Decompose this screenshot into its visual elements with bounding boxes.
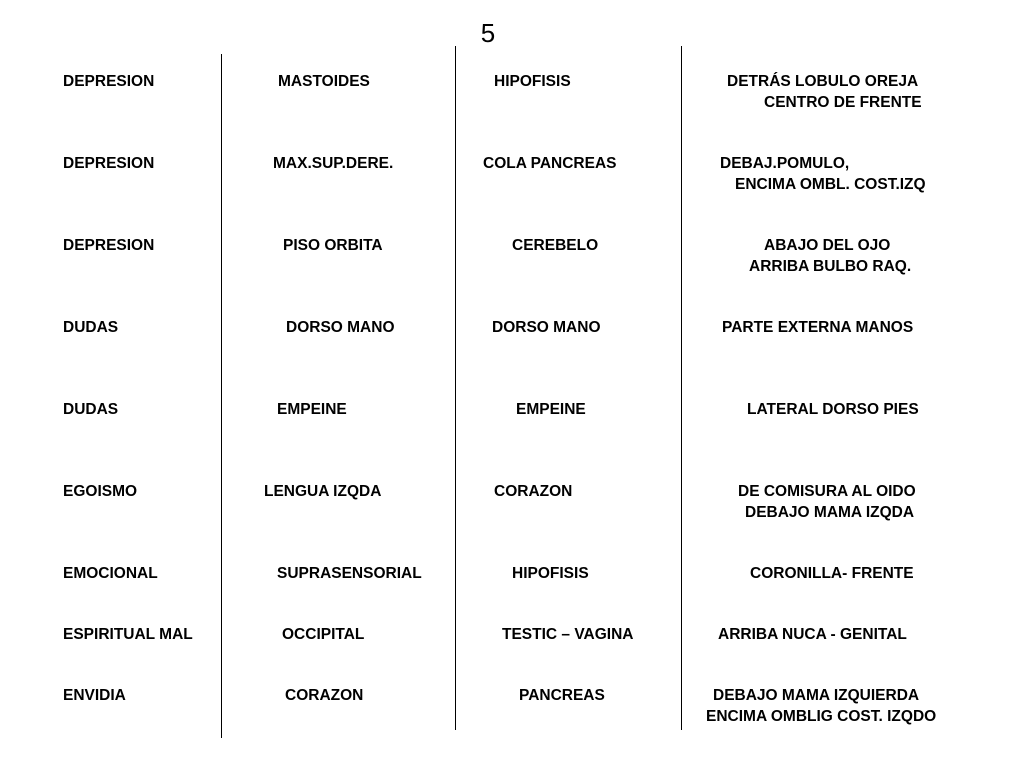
emotion-cell: ENVIDIA — [63, 687, 126, 704]
location-line: ABAJO DEL OJO — [764, 237, 891, 254]
location-line: ENCIMA OMBLIG COST. IZQDO — [706, 708, 937, 725]
emotion-cell: EGOISMO — [63, 483, 138, 500]
location-line: DEBAJ.POMULO, — [720, 155, 850, 172]
location-line: ARRIBA BULBO RAQ. — [749, 258, 912, 275]
emotion-cell: DUDAS — [63, 319, 119, 336]
location-cell — [682, 624, 982, 645]
emotion-cell: DEPRESION — [63, 237, 155, 254]
organ-cell: COLA PANCREAS — [483, 155, 617, 172]
organ-cell: CEREBELO — [512, 237, 599, 254]
organ-cell: TESTIC – VAGINA — [502, 626, 634, 643]
point-cell: MAX.SUP.DERE. — [273, 155, 394, 172]
location-cell — [682, 481, 982, 523]
organ-cell: HIPOFISIS — [494, 73, 571, 90]
location-cell — [682, 235, 982, 277]
location-cell — [682, 317, 982, 338]
location-line: DEBAJO MAMA IZQDA — [745, 504, 915, 521]
emotion-cell: DEPRESION — [63, 155, 155, 172]
organ-cell: PANCREAS — [519, 687, 605, 704]
point-cell: SUPRASENSORIAL — [277, 565, 422, 582]
column-divider-2 — [455, 46, 456, 730]
location-cell — [682, 399, 982, 420]
organ-cell: CORAZON — [494, 483, 573, 500]
location-line: CENTRO DE FRENTE — [764, 94, 922, 111]
location-cell — [682, 153, 982, 195]
location-line: ENCIMA OMBL. COST.IZQ — [735, 176, 926, 193]
point-cell: OCCIPITAL — [282, 626, 365, 643]
emotion-cell: DEPRESION — [63, 73, 155, 90]
emotion-cell: ESPIRITUAL MAL — [63, 626, 193, 643]
page-number: 5 — [480, 18, 496, 48]
location-cell — [682, 685, 982, 727]
location-line: DEBAJO MAMA IZQUIERDA — [713, 687, 920, 704]
location-line: PARTE EXTERNA MANOS — [722, 319, 914, 336]
emotion-cell: EMOCIONAL — [63, 565, 158, 582]
location-line: LATERAL DORSO PIES — [747, 401, 919, 418]
location-line: DE COMISURA AL OIDO — [738, 483, 916, 500]
column-divider-1 — [221, 54, 222, 738]
organ-cell: DORSO MANO — [492, 319, 601, 336]
organ-cell: EMPEINE — [516, 401, 586, 418]
organ-cell: HIPOFISIS — [512, 565, 589, 582]
point-cell: PISO ORBITA — [283, 237, 383, 254]
location-line: DETRÁS LOBULO OREJA — [727, 73, 919, 90]
point-cell: DORSO MANO — [286, 319, 395, 336]
point-cell: LENGUA IZQDA — [264, 483, 382, 500]
point-cell: MASTOIDES — [278, 73, 370, 90]
location-line: ARRIBA NUCA - GENITAL — [718, 626, 907, 643]
point-cell: EMPEINE — [277, 401, 347, 418]
location-cell — [682, 563, 982, 584]
location-line: CORONILLA- FRENTE — [750, 565, 914, 582]
emotion-cell: DUDAS — [63, 401, 119, 418]
point-cell: CORAZON — [285, 687, 364, 704]
location-cell — [682, 71, 982, 113]
